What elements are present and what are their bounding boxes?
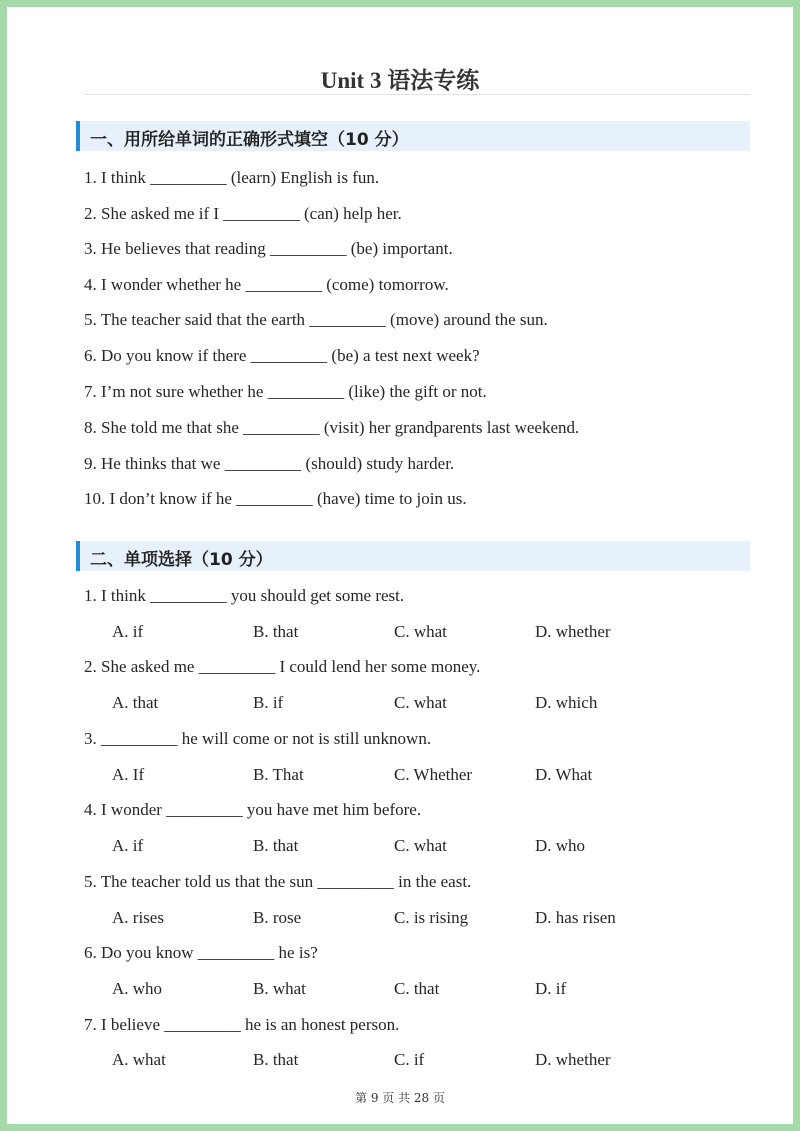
choice-question-1-stem: 1. I think _________ you should get some rest. [84,586,405,605]
choice-question-7-options [112,1050,712,1070]
option-b: B. if [253,693,284,712]
option-b: B. what [253,979,306,998]
option-c: C. that [394,979,440,998]
option-a: A. that [112,693,159,712]
choice-question-4-options [112,836,712,856]
option-c: C. what [394,622,447,641]
option-b: B. that [253,1050,299,1069]
option-d: D. who [535,836,586,855]
choice-question-5-stem: 5. The teacher told us that the sun _________ in the east. [84,872,472,891]
option-c: C. is rising [394,908,469,927]
option-b: B. that [253,622,299,641]
choice-question-2-options [112,693,712,713]
option-d: D. whether [535,622,611,641]
section-2-heading-bar [76,541,750,571]
option-c: C. what [394,836,447,855]
fill-question-6: 6. Do you know if there _________ (be) a test next week? [84,346,480,365]
page-number-footer: 第 9 页 共 28 页 [355,1091,445,1105]
option-b: B. that [253,836,299,855]
option-d: D. has risen [535,908,616,927]
fill-question-4: 4. I wonder whether he _________ (come) tomorrow. [84,275,449,294]
option-c: C. if [394,1050,425,1069]
choice-question-7-stem: 7. I believe _________ he is an honest person. [84,1015,400,1034]
option-b: B. That [253,765,304,784]
option-d: D. What [535,765,593,784]
option-c: C. Whether [394,765,473,784]
fill-question-9: 9. He thinks that we _________ (should) study harder. [84,454,455,473]
choice-question-3-options [112,765,712,785]
choice-question-5-options [112,908,712,928]
choice-question-4-stem: 4. I wonder _________ you have met him before. [84,800,422,819]
title-divider [84,94,750,95]
choice-question-1-options [112,622,712,642]
section-2-heading: 二、单项选择（10 分） [90,550,273,570]
choice-question-6-options [112,979,712,999]
option-d: D. if [535,979,567,998]
page-title: Unit 3 语法专练 [320,68,480,93]
fill-question-8: 8. She told me that she _________ (visit) her grandparents last weekend. [84,418,580,437]
option-a: A. If [112,765,145,784]
fill-question-10: 10. I don’t know if he _________ (have) time to join us. [84,489,467,508]
fill-question-1: 1. I think _________ (learn) English is fun. [84,168,380,187]
fill-question-2: 2. She asked me if I _________ (can) help her. [84,204,402,223]
option-b: B. rose [253,908,302,927]
option-d: D. whether [535,1050,611,1069]
option-c: C. what [394,693,447,712]
option-a: A. who [112,979,163,998]
option-a: A. rises [112,908,164,927]
section-1-heading: 一、用所给单词的正确形式填空（10 分） [90,130,409,150]
option-a: A. if [112,622,144,641]
option-a: A. if [112,836,144,855]
choice-question-6-stem: 6. Do you know _________ he is? [84,943,318,962]
option-a: A. what [112,1050,166,1069]
section-1-heading-bar [76,121,750,151]
choice-question-2-stem: 2. She asked me _________ I could lend her some money. [84,657,481,676]
fill-question-3: 3. He believes that reading _________ (be) important. [84,239,453,258]
fill-question-7: 7. I’m not sure whether he _________ (like) the gift or not. [84,382,487,401]
fill-question-5: 5. The teacher said that the earth _________ (move) around the sun. [84,310,548,329]
option-d: D. which [535,693,598,712]
choice-question-3-stem: 3. _________ he will come or not is still unknown. [84,729,432,748]
